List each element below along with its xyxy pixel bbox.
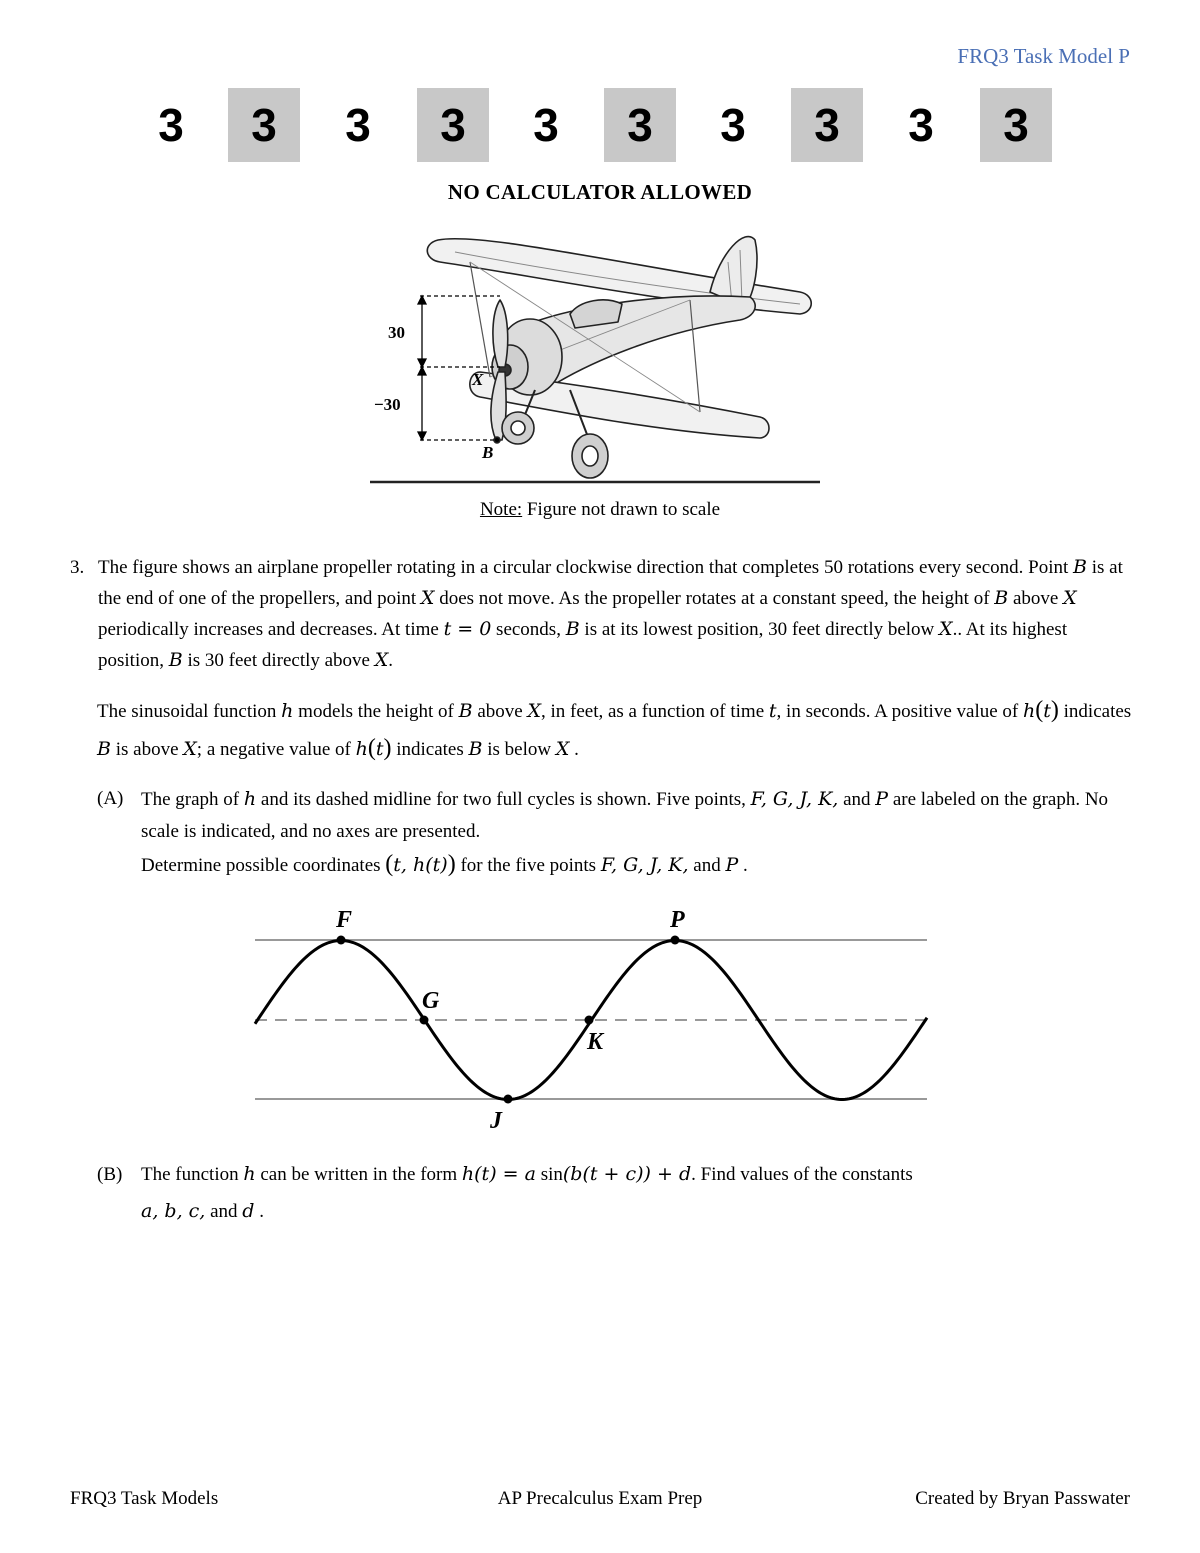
number-tile-shaded: 3 [417,88,489,162]
task-model-tag: FRQ3 Task Model P [957,44,1130,68]
point-g-marker [420,1016,429,1025]
number-tile-shaded: 3 [604,88,676,162]
airplane-figure [360,222,830,492]
sinusoid-graph [250,900,940,1140]
number-tile: 3 [158,99,184,151]
function-description-paragraph: The sinusoidal function h models the height of B above X, in feet, as a function of time t, in seconds. A positive value of h(t) indicates B is above X; a negative value of h(t) indicates B is below X . [97,697,1132,761]
point-f-marker [337,936,346,945]
number-tile-shaded: 3 [791,88,863,162]
number-tile-shaded: 3 [228,88,300,162]
label-p: P [670,907,685,933]
part-b: (B) The function h can be written in the form h(t) = a sin(b(t + c)) + d. Find values of the constants a, b, c, and d . [97,1156,1137,1230]
number-tile: 3 [533,99,559,151]
figure-note: Note: Figure not drawn to scale [479,499,721,520]
number-strip [135,88,1065,164]
part-a: (A) The graph of h and its dashed midline for two full cycles is shown. Five points, F, G, J, K, and P are labeled on the graph. No scale is indicated, and no axes are presented. Determine possible coordinates (t, h(t)) for the five points F, G, J, K, and P . [97,783,1137,882]
footer-right: Created by Bryan Passwater [915,1488,1130,1509]
label-point-b: B [482,443,494,462]
number-tile: 3 [720,99,746,151]
no-calculator-banner: NO CALCULATOR ALLOWED [447,180,753,204]
number-tile-shaded: 3 [980,88,1052,162]
label-f: F [336,907,353,933]
point-j-marker [504,1095,513,1104]
footer-center: AP Precalculus Exam Prep [497,1488,703,1509]
point-k-marker [585,1016,594,1025]
label-g: G [422,988,440,1014]
question-number: 3. [70,557,85,578]
question-3-paragraph: 3. The figure shows an airplane propeller rotating in a circular clockwise direction that completes 50 rotations every second. Point B is at the end of one of the propellers, and point X does not move. As the propeller rotates at a constant speed, the height of B above X periodically increases and decreases. At time t = 0 seconds, B is at its lowest position, 30 feet directly below X.. At its highest position, B is 30 feet directly above X. [70,552,1130,676]
footer-left: FRQ3 Task Models [70,1488,219,1509]
label-neg-30: −30 [374,395,401,414]
label-point-x: X [472,370,484,389]
label-30: 30 [388,323,405,342]
part-b-label: (B) [97,1164,123,1185]
label-j: J [490,1108,502,1134]
number-tile: 3 [908,99,934,151]
number-tile: 3 [345,99,371,151]
label-k: K [587,1029,604,1055]
part-a-label: (A) [97,788,124,809]
propeller-blade-upper [493,300,508,367]
point-p-marker [671,936,680,945]
